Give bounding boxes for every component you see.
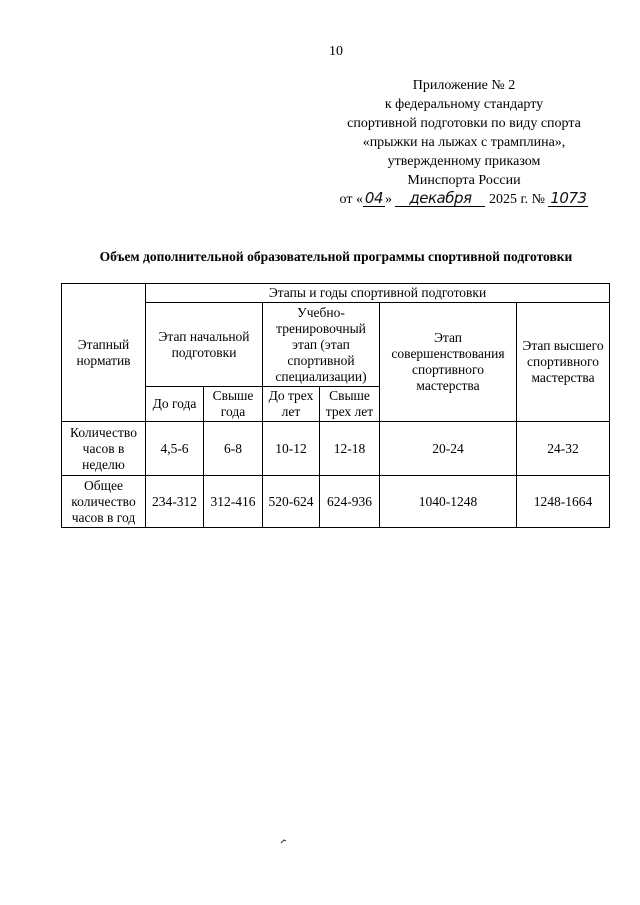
header-stage-improvement: Этап совершенствования спортивного мастерства <box>380 303 517 422</box>
page-number: 10 <box>329 44 343 59</box>
table-row <box>62 476 610 528</box>
cell-value: 1248-1664 <box>517 476 610 528</box>
order-number-handwritten: 1073 <box>550 189 587 207</box>
row-label: Количество часов в неделю <box>62 422 146 476</box>
appendix-line-2: к федеральному стандарту <box>384 97 544 112</box>
cell-value: 6-8 <box>204 422 263 476</box>
date-year: 2025 г. № <box>488 192 545 207</box>
table-row <box>62 422 610 476</box>
cell-value: 4,5-6 <box>146 422 204 476</box>
cell-value: 12-18 <box>320 422 380 476</box>
cell-value: 520-624 <box>263 476 320 528</box>
header-stage-highest: Этап высшего спортивного мастерства <box>517 303 610 422</box>
program-volume-table <box>61 283 610 528</box>
cell-value: 10-12 <box>263 422 320 476</box>
date-prefix: от « <box>339 192 363 207</box>
appendix-line-6: Минспорта России <box>407 173 521 188</box>
header-stage-initial: Этап начальной подготовки <box>146 303 263 387</box>
header-norm: Этапный норматив <box>62 284 146 422</box>
appendix-header <box>338 76 590 209</box>
pen-mark <box>280 838 288 844</box>
appendix-line-4: «прыжки на лыжах с трамплина», <box>362 135 566 150</box>
cell-value: 24-32 <box>517 422 610 476</box>
date-month-handwritten: декабря <box>395 191 485 207</box>
order-date-line <box>338 190 590 209</box>
header-stages-group: Этапы и годы спортивной подготовки <box>146 284 610 303</box>
document-title: Объем дополнительной образовательной программы спортивной подготовки <box>99 249 573 264</box>
appendix-line-3: спортивной подготовки по виду спорта <box>347 116 581 131</box>
row-label: Общее количество часов в год <box>62 476 146 528</box>
date-mid: » <box>384 192 392 207</box>
date-day-handwritten: 04 <box>364 189 383 207</box>
cell-value: 312-416 <box>204 476 263 528</box>
header-year-training-2: Свыше трех лет <box>320 387 380 422</box>
cell-value: 20-24 <box>380 422 517 476</box>
cell-value: 624-936 <box>320 476 380 528</box>
cell-value: 1040-1248 <box>380 476 517 528</box>
header-stage-training: Учебно-тренировочный этап (этап спортивной специализации) <box>263 303 380 387</box>
header-year-initial-2: Свыше года <box>204 387 263 422</box>
header-year-initial-1: До года <box>146 387 204 422</box>
appendix-line-1: Приложение № 2 <box>412 78 516 93</box>
header-year-training-1: До трех лет <box>263 387 320 422</box>
appendix-line-5: утвержденному приказом <box>387 154 541 169</box>
cell-value: 234-312 <box>146 476 204 528</box>
